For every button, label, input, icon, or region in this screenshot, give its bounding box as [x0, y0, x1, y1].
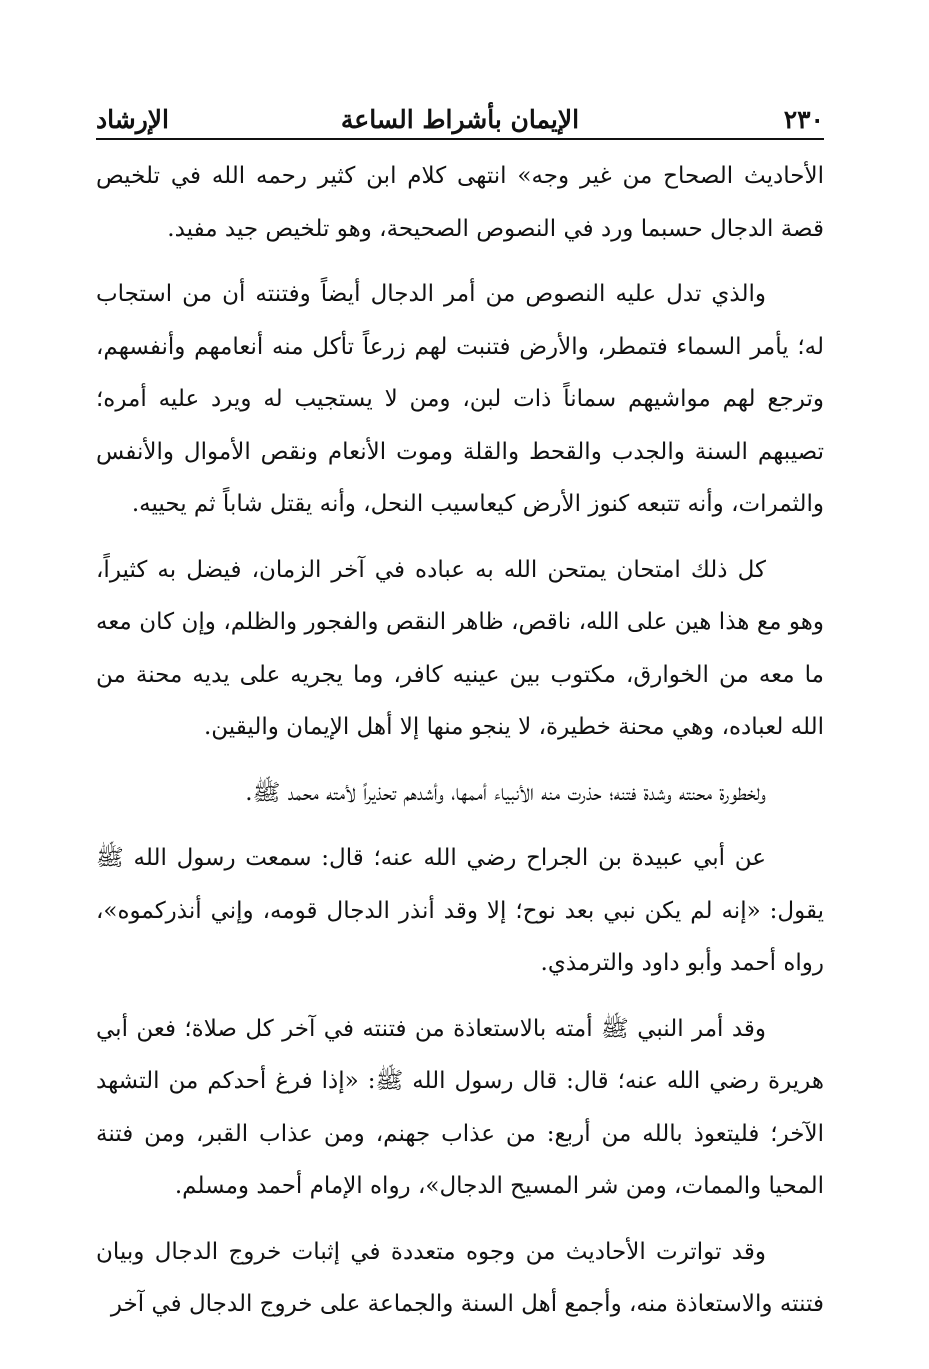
paragraph-2: والذي تدل عليه النصوص من أمر الدجال أيضاً وفتنته أن من استجاب له؛ يأمر السماء فتمطر، والأرض فتنبت لهم زرعاً تأكل منه أنعامهم وأنفسهم، وترجع لهم مواشيهم سماناً ذات لبن، ومن لا يستجيب له ويرد عليه أمره؛ تصيبهم السنة والجدب والقحط والقلة وموت الأنعام ونقص الأموال والأنفس والثمرات، وأنه تتبعه كنوز الأرض كيعاسيب النحل، وأنه يقتل شاباً ثم يحييه.: [96, 281, 824, 517]
paragraph-1: الأحاديث الصحاح من غير وجه» انتهى كلام ابن كثير رحمه الله في تلخيص قصة الدجال حسبما ورد في النصوص الصحيحة، وهو تلخيص جيد مفيد.: [96, 163, 824, 242]
page-header: [96, 84, 824, 140]
paragraph-4: ولخطورة محنته وشدة فتنه؛ حذرت منه الأنبياء أممها، وأشدهم تحذيراً لأمته محمد ﷺ.: [245, 779, 766, 806]
paragraph-6: وقد أمر النبي ﷺ أمته بالاستعاذة من فتنته في آخر كل صلاة؛ فعن أبي هريرة رضي الله عنه؛ قال: قال رسول الله ﷺ: «إذا فرغ أحدكم من التشهد الآخر؛ فليتعوذ بالله من أربع: من عذاب جهنم، ومن عذاب القبر، ومن فتنة المحيا والممات، ومن شر المسيح الدجال»، رواه الإمام أحمد ومسلم.: [96, 1015, 824, 1199]
paragraph-7: وقد تواترت الأحاديث من وجوه متعددة في إثبات خروج الدجال وبيان فتنته والاستعاذة منه، وأجمع أهل السنة والجماعة على خروج الدجال في آخر: [96, 1238, 824, 1317]
page-body: [96, 150, 824, 1331]
book-page: [96, 84, 824, 1344]
running-title: الإيمان بأشراط الساعة: [340, 105, 580, 134]
paragraph-5: عن أبي عبيدة بن الجراح رضي الله عنه؛ قال: سمعت رسول الله ﷺ يقول: «إنه لم يكن نبي بعد نوح؛ إلا وقد أنذر الدجال قومه، وإني أنذركموه»، رواه أحمد وأبو داود والترمذي.: [96, 845, 824, 976]
paragraph-3: كل ذلك امتحان يمتحن الله به عباده في آخر الزمان، فيضل به كثيراً، وهو مع هذا هين على الله، ناقص، ظاهر النقص والفجور والظلم، وإن كان معه ما معه من الخوارق، مكتوب بين عينيه كافر، وما يجريه على يديه محنة من الله لعباده، وهي محنة خطيرة، لا ينجو منها إلا أهل الإيمان واليقين.: [96, 556, 824, 740]
page-number: ٢٣٠: [783, 105, 824, 134]
book-name: الإرشاد: [96, 105, 169, 134]
